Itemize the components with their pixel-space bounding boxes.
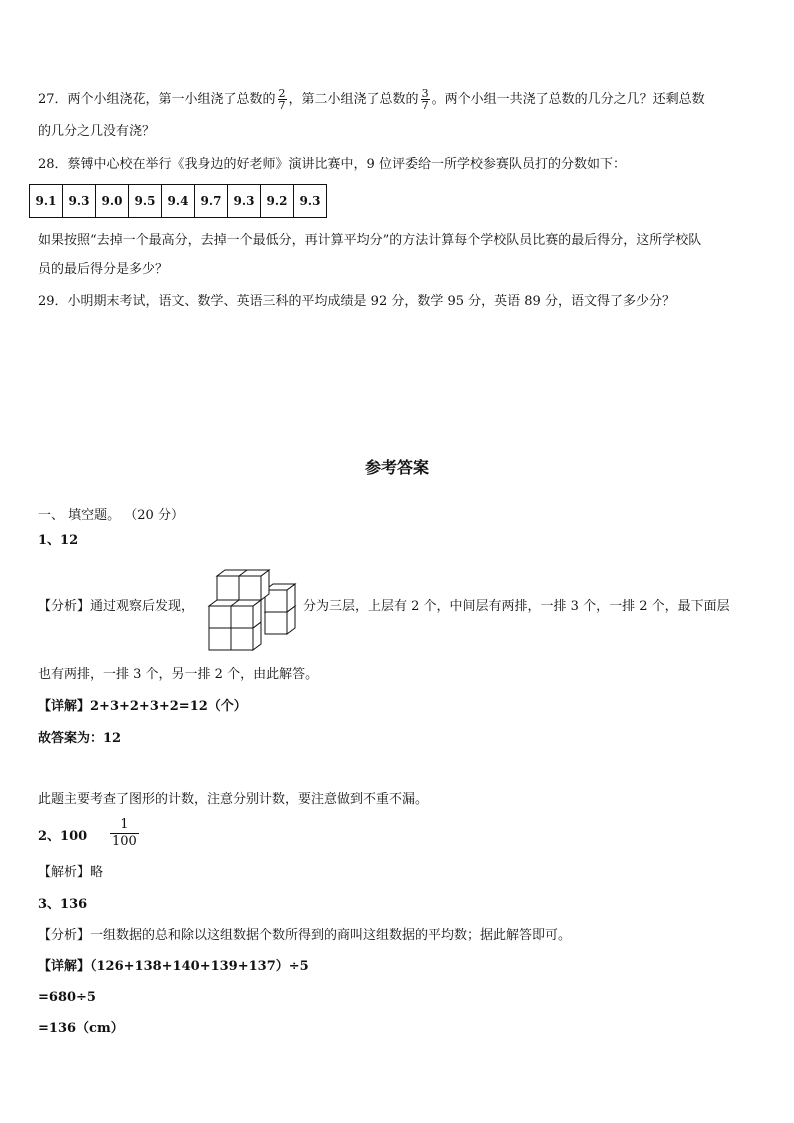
cube-stack-figure [207, 566, 303, 656]
q29-text: 29．小明期末考试，语文、数学、英语三科的平均成绩是 92 分，数学 95 分，英语 89 分，语文得了多少分？ [38, 294, 675, 309]
a2-fraction [110, 817, 139, 850]
a1-comment: 此题主要考查了图形的计数，注意分别计数，要注意做到不重不漏。 [38, 792, 429, 807]
q27-text-part3: 。两个小组一共浇了总数的几分之几？还剩总数 [431, 92, 705, 107]
a2-answer: 2、100 [38, 829, 88, 844]
q27-fraction-2 [421, 88, 430, 111]
q27-frac2-denominator: 7 [421, 99, 429, 112]
score-cell: 9.4 [162, 185, 195, 218]
answers-title: 参考答案 [364, 458, 429, 477]
a1-analysis-b: 分为三层，上层有 2 个，中间层有两排，一排 3 个，一排 2 个，最下面层 [303, 599, 730, 614]
section1-heading: 一、 填空题。 （20 分） [38, 508, 184, 523]
score-cell: 9.2 [261, 185, 294, 218]
a1-analysis-a: 【分析】通过观察后发现， [38, 599, 195, 614]
q28-line1: 如果按照“去掉一个最高分，去掉一个最低分，再计算平均分”的方法计算每个学校队员比赛的最后得分，这所学校队 [38, 233, 702, 248]
a3-detail-1: 【详解】（126+138+140+139+137）÷5 [38, 959, 309, 974]
a2-frac-denominator: 100 [112, 834, 137, 849]
a1-detail: 【详解】2+3+2+3+2=12（个） [38, 699, 247, 714]
q27-frac1-denominator: 7 [278, 99, 286, 112]
a3-analysis: 【分析】一组数据的总和除以这组数据个数所得到的商叫这组数据的平均数；据此解答即可。 [38, 928, 572, 943]
top-cubes [217, 570, 269, 600]
q28-line2: 员的最后得分是多少？ [38, 262, 169, 277]
score-cell: 9.0 [96, 185, 129, 218]
a1-analysis-c: 也有两排，一排 3 个，另一排 2 个，由此解答。 [38, 667, 319, 682]
q27-line2: 的几分之几没有浇？ [38, 124, 156, 139]
q27-frac2-numerator: 3 [421, 87, 429, 100]
a1-conclusion: 故答案为：12 [38, 731, 122, 746]
q27-fraction-1 [278, 88, 287, 111]
score-cell: 9.5 [129, 185, 162, 218]
q27-line1 [38, 88, 705, 111]
a2-analysis: 【解析】略 [38, 865, 104, 880]
a3-answer: 3、136 [38, 897, 88, 912]
score-cell: 9.3 [228, 185, 261, 218]
q27-text-part2: ，第二小组浇了总数的 [288, 92, 419, 107]
score-cell: 9.3 [63, 185, 96, 218]
q27-text-part1: 27．两个小组浇花，第一小组浇了总数的 [38, 92, 276, 107]
q28-score-table [29, 184, 327, 218]
a3-detail-3: =136（cm） [38, 1021, 124, 1036]
a2-frac-numerator: 1 [120, 817, 129, 832]
front-middle-cubes [209, 600, 261, 628]
a3-detail-2: =680÷5 [38, 990, 96, 1005]
score-row [30, 185, 327, 218]
score-cell: 9.1 [30, 185, 63, 218]
q28-intro: 28．蔡镈中心校在举行《我身边的好老师》演讲比赛中，9 位评委给一所学校参赛队员打的分数如下： [38, 157, 626, 172]
score-cell: 9.7 [195, 185, 228, 218]
q27-frac1-numerator: 2 [278, 87, 286, 100]
a1-answer: 1、12 [38, 533, 79, 548]
score-cell: 9.3 [294, 185, 327, 218]
